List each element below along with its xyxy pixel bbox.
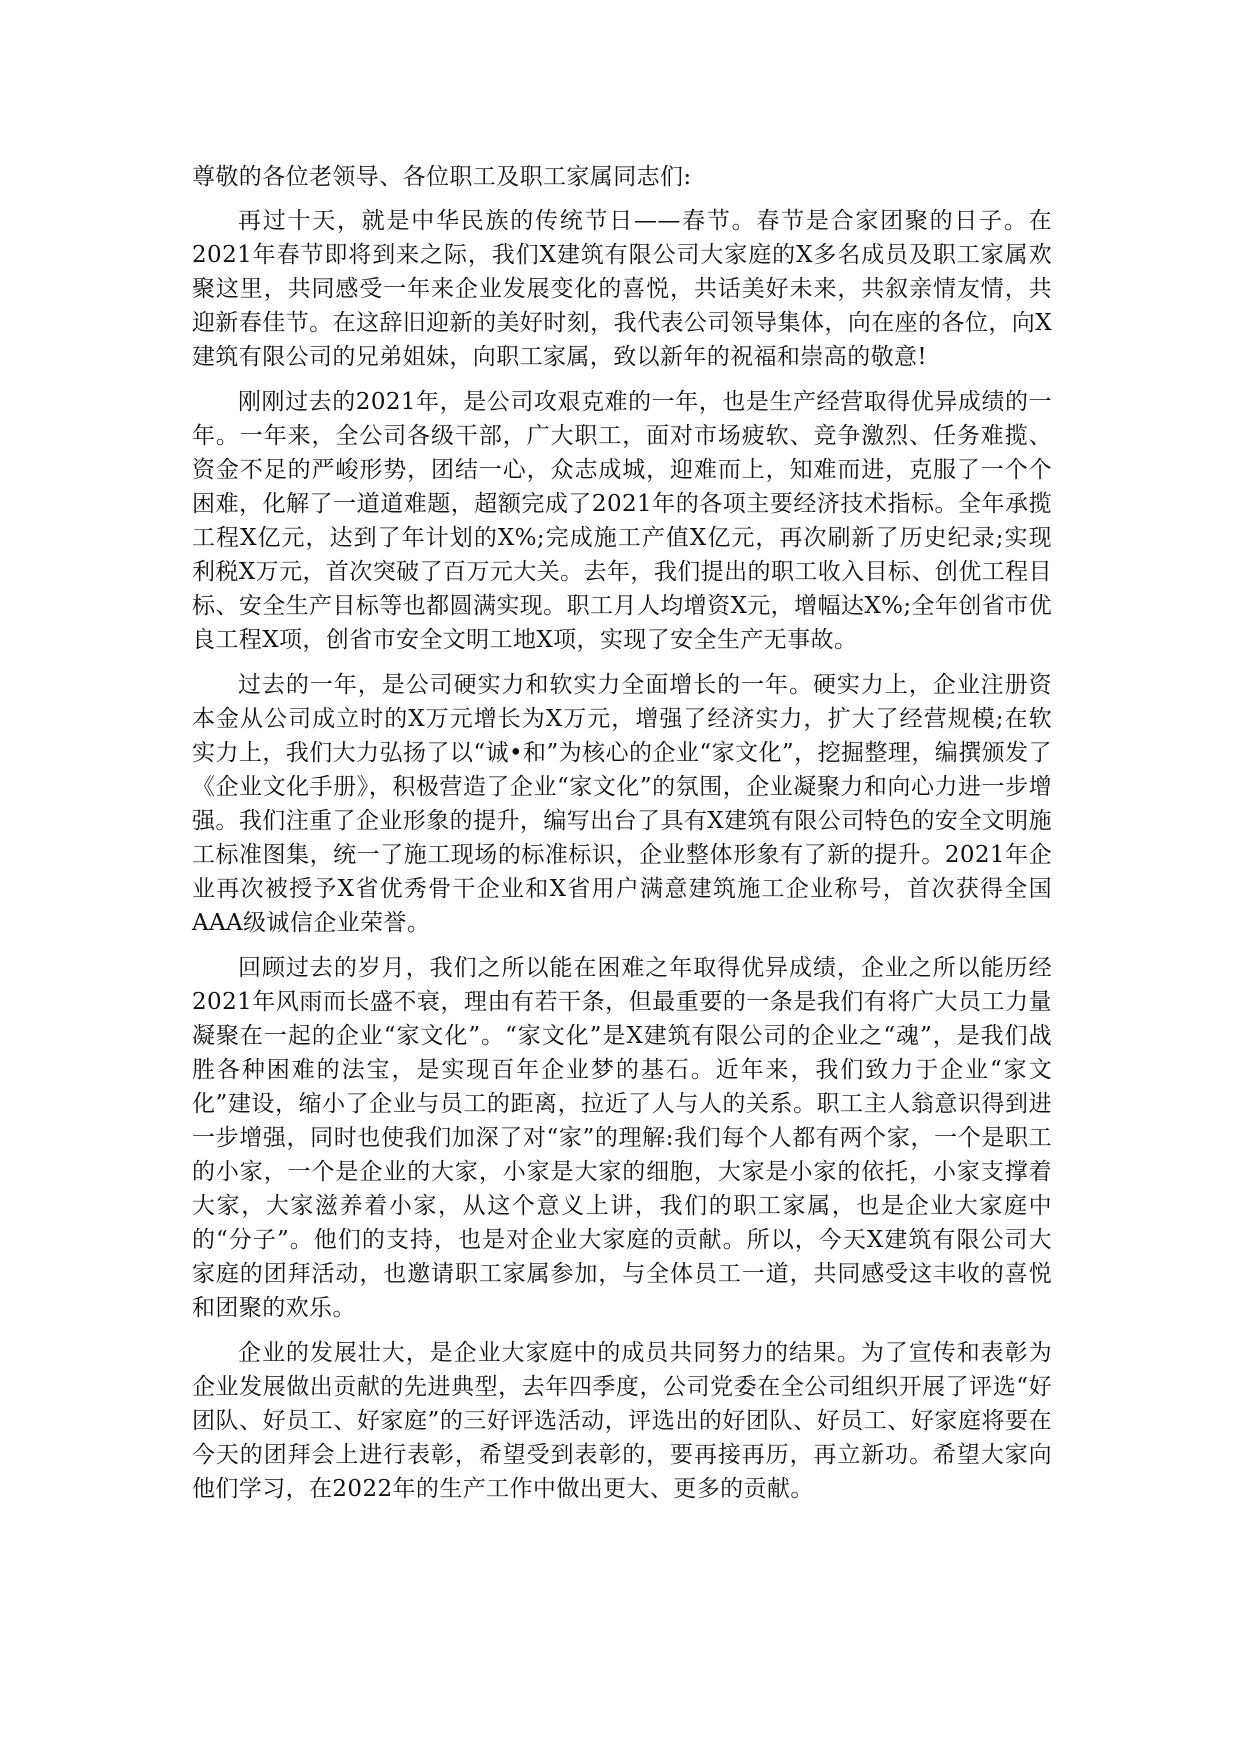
document-page	[192, 160, 1052, 1517]
paragraph-2021-achievements: 刚刚过去的2021年，是公司攻艰克难的一年，也是生产经营取得优异成绩的一年。一年来，全公司各级干部，广大职工，面对市场疲软、竞争激烈、任务难揽、资金不足的严峻形势，团结一心，众志成城，迎难而上，知难而进，克服了一个个困难，化解了一道道难题，超额完成了2021年的各项主要经济技术指标。全年承揽工程X亿元，达到了年计划的X%;完成施工产值X亿元，再次刷新了历史纪录;实现利税X万元，首次突破了百万元大关。去年，我们提出的职工收入目标、创优工程目标、安全生产目标等也都圆满实现。职工月人均增资X元，增幅达X%;全年创省市优良工程X项，创省市安全文明工地X项，实现了安全生产无事故。	[192, 389, 1052, 653]
paragraph-commendation: 企业的发展壮大，是企业大家庭中的成员共同努力的结果。为了宣传和表彰为企业发展做出贡献的先进典型，去年四季度，公司党委在全公司组织开展了评选“好团队、好员工、好家庭”的三好评选活动，评选出的好团队、好员工、好家庭将要在今天的团拜会上进行表彰，希望受到表彰的，要再接再历，再立新功。希望大家向他们学习，在2022年的生产工作中做出更大、更多的贡献。	[192, 1340, 1052, 1502]
paragraph-spring-festival-greeting: 再过十天，就是中华民族的传统节日——春节。春节是合家团聚的日子。在2021年春节即将到来之际，我们X建筑有限公司大家庭的X多名成员及职工家属欢聚这里，共同感受一年来企业发展变化的喜悦，共话美好未来，共叙亲情友情，共迎新春佳节。在这辞旧迎新的美好时刻，我代表公司领导集体，向在座的各位，向X建筑有限公司的兄弟姐妹，向职工家属，致以新年的祝福和崇高的敬意!	[192, 208, 1052, 370]
salutation: 尊敬的各位老领导、各位职工及职工家属同志们:	[192, 164, 692, 190]
paragraph-family-culture: 回顾过去的岁月，我们之所以能在困难之年取得优异成绩，企业之所以能历经2021年风雨而长盛不衰，理由有若干条，但最重要的一条是我们有将广大员工力量凝聚在一起的企业“家文化”。“家文化”是X建筑有限公司的企业之“魂”，是我们战胜各种困难的法宝，是实现百年企业梦的基石。近年来，我们致力于企业“家文化”建设，缩小了企业与员工的距离，拉近了人与人的关系。职工主人翁意识得到进一步增强，同时也使我们加深了对“家”的理解:我们每个人都有两个家，一个是职工的小家，一个是企业的大家，小家是大家的细胞，大家是小家的依托，小家支撑着大家，大家滋养着小家，从这个意义上讲，我们的职工家属，也是企业大家庭中的“分子”。他们的支持，也是对企业大家庭的贡献。所以，今天X建筑有限公司大家庭的团拜活动，也邀请职工家属参加，与全体员工一道，共同感受这丰收的喜悦和团聚的欢乐。	[192, 955, 1052, 1321]
paragraph-hard-soft-power: 过去的一年，是公司硬实力和软实力全面增长的一年。硬实力上，企业注册资本金从公司成立时的X万元增长为X万元，增强了经济实力，扩大了经营规模;在软实力上，我们大力弘扬了以“诚•和”为核心的企业“家文化”，挖掘整理，编撰颁发了《企业文化手册》，积极营造了企业“家文化”的氛围，企业凝聚力和向心力进一步增强。我们注重了企业形象的提升，编写出台了具有X建筑有限公司特色的安全文明施工标准图集，统一了施工现场的标准标识，企业整体形象有了新的提升。2021年企业再次被授予X省优秀骨干企业和X省用户满意建筑施工企业称号，首次获得全国AAA级诚信企业荣誉。	[192, 672, 1052, 936]
